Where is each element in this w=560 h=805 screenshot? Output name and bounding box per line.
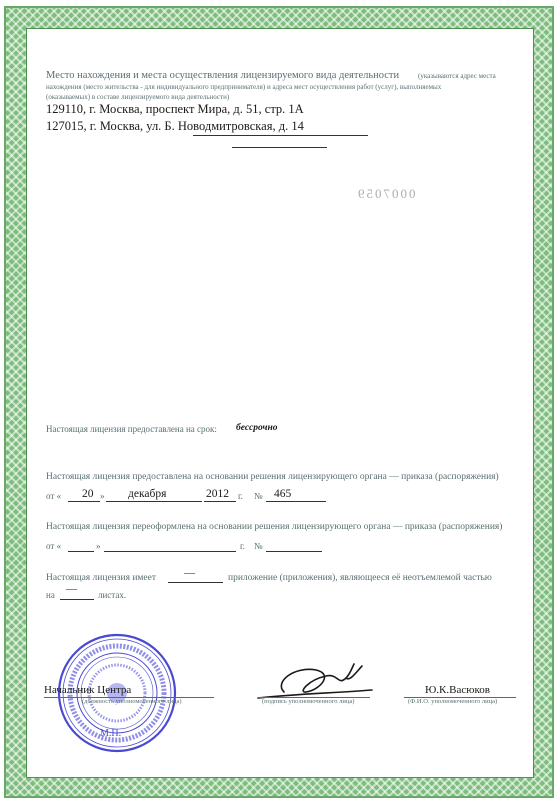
address-line-1: 129110, г. Москва, проспект Мира, д. 51, стр. 1А [46,102,304,116]
header-note-2: нахождения (место жительства - для индивидуального предпринимателя) и адреса мест осуществления работ (услуг), выполняемых [46,83,442,91]
term-value: бессрочно [236,423,278,433]
reissue-year-suffix: г. [240,541,245,551]
basis-text: Настоящая лицензия предоставлена на основании решения лицензирующего органа — приказа (распоряжения) [46,472,499,482]
reissue-number-label: № [254,541,263,551]
reissue-month-line [104,551,236,552]
name-caption: (Ф.И.О. уполномоченного лица) [408,698,498,705]
basis-day: 20 [82,488,94,500]
basis-month-line [106,501,202,502]
basis-number-label: № [254,491,263,501]
signer-position: Начальник Центра [44,684,132,696]
basis-number-line [266,501,326,502]
seal-mp-label: М.П. [100,728,122,739]
basis-day-line [68,501,100,502]
basis-number: 465 [274,488,292,500]
appendix-count: — [184,567,195,579]
basis-year: 2012 [206,488,229,500]
address-underline-1 [193,135,368,136]
signature-caption: (подпись уполномоченного лица) [262,698,355,705]
header-note-3: (оказываемых) в составе лицензируемого вида деятельности) [46,93,230,101]
basis-month: декабря [128,488,167,500]
appendix-text-2: приложение (приложения), являющееся её неотъемлемой частью [228,573,492,583]
basis-from: от « [46,491,62,501]
reissue-day-line [68,551,94,552]
signer-name: Ю.К.Васюков [425,684,490,696]
appendix-count-line [168,582,223,583]
position-caption: (должность уполномоченного лица) [82,698,182,705]
term-label: Настоящая лицензия предоставлена на срок: [46,424,217,434]
appendix-prefix: на [46,590,55,600]
address-line-2: 127015, г. Москва, ул. Б. Новодмитровская, д. 14 [46,119,304,133]
reissue-text: Настоящая лицензия переоформлена на основании решения лицензирующего органа — приказа (распоряжения) [46,522,503,532]
address-underline-2 [232,147,327,148]
serial-number-faint: 0007059 [356,186,416,201]
reissue-number-line [266,551,322,552]
appendix-text-1: Настоящая лицензия имеет [46,573,157,583]
basis-year-suffix: г. [238,491,243,501]
reissue-from: от « [46,541,62,551]
reissue-quote-close: » [96,541,101,551]
header-title: Место нахождения и места осуществления лицензируемого вида деятельности [46,70,400,81]
appendix-sheets-line [60,599,94,600]
appendix-suffix: листах. [98,590,127,600]
appendix-sheets: — [66,583,77,595]
header-note-1: (указываются адрес места [418,72,496,80]
basis-quote-close: » [100,491,105,501]
basis-year-line [204,501,236,502]
